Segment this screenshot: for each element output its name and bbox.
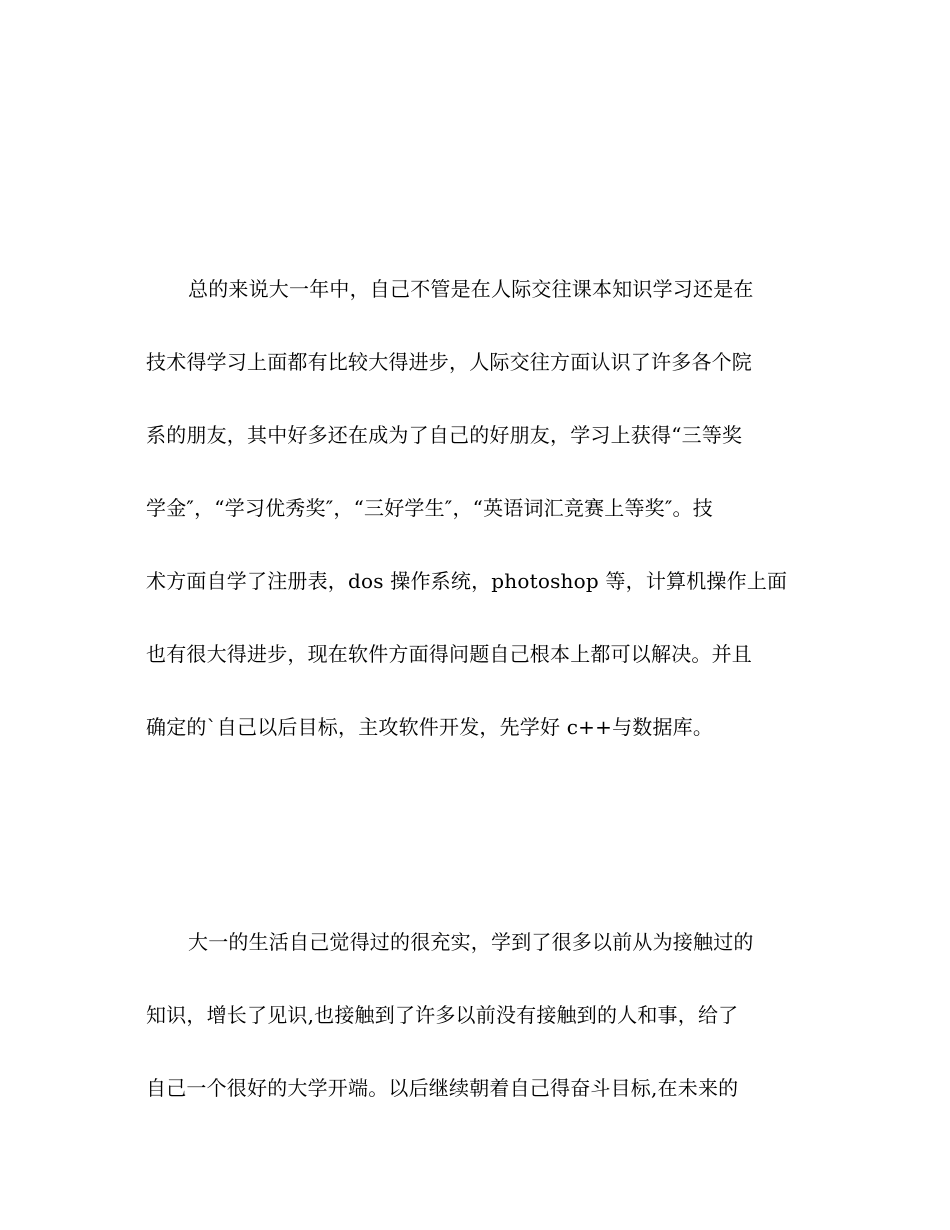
paragraph-line: 学金″，“学习优秀奖″，“三好学生″，“英语词汇竞赛上等奖″。技 [146, 496, 713, 520]
paragraph-line: 自己一个很好的大学开端。以后继续朝着自己得奋斗目标,在未来的 [146, 1076, 739, 1100]
paragraph-line: 知识，增长了见识,也接触到了许多以前没有接触到的人和事，给了 [146, 1003, 739, 1027]
paragraph-line: 大一的生活自己觉得过的很充实，学到了很多以前从为接触过的 [188, 930, 754, 954]
paragraph-reflection [146, 929, 806, 1148]
paragraph-line: 系的朋友，其中好多还在成为了自己的好朋友，学习上获得“三等奖 [146, 423, 743, 447]
paragraph-line: 总的来说大一年中，自己不管是在人际交往课本知识学习还是在 [188, 277, 754, 301]
paragraph-line: 确定的`自己以后目标，主攻软件开发，先学好 c++与数据库。 [146, 715, 714, 739]
paragraph-line: 技术得学习上面都有比较大得进步，人际交往方面认识了许多各个院 [146, 350, 752, 374]
paragraph-line: 也有很大得进步，现在软件方面得问题自己根本上都可以解决。并且 [146, 642, 752, 666]
paragraph-summary [146, 276, 806, 787]
paragraph-line: 术方面自学了注册表，dos 操作系统，photoshop 等，计算机操作上面 [146, 569, 788, 593]
